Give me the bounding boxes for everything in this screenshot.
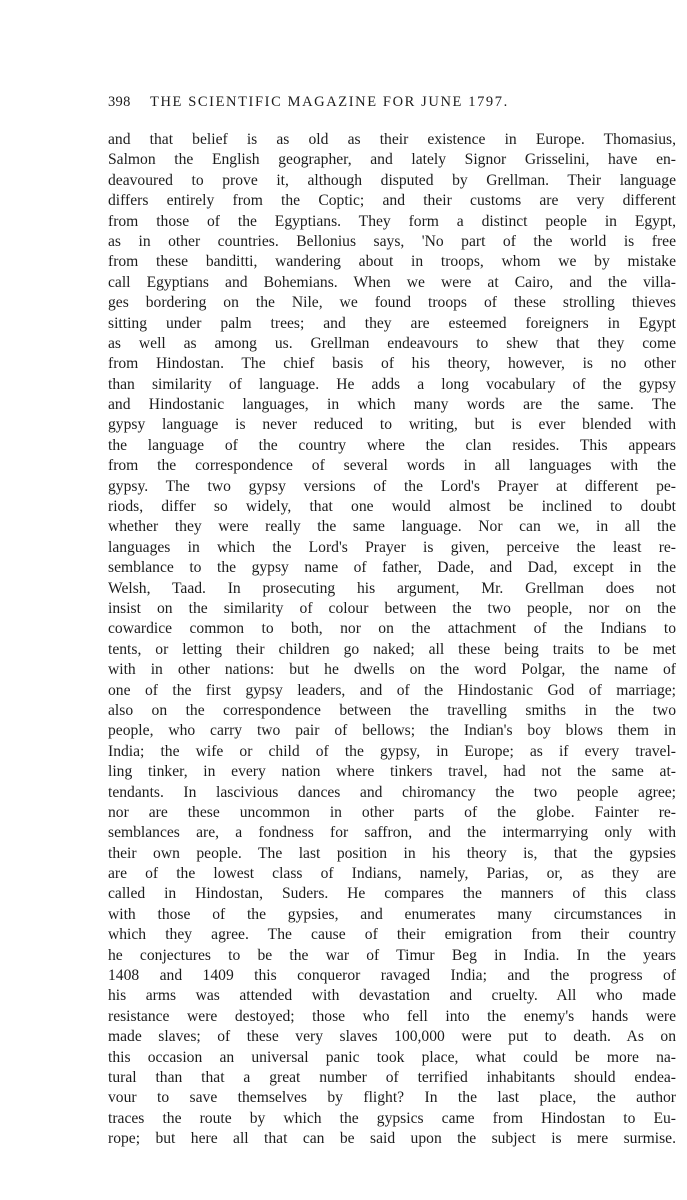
text-line: nor are these uncommon in other parts of the globe. Fainter re- <box>108 803 676 821</box>
text-line: and Hindostanic languages, in which many words are the same. The <box>108 396 676 414</box>
running-title: THE SCIENTIFIC MAGAZINE FOR JUNE 1797. <box>150 94 509 110</box>
text-line: 1408 and 1409 this conqueror ravaged India; and the progress of <box>108 967 676 985</box>
text-line: cowardice common to both, nor on the attachment of the Indians to <box>108 620 676 638</box>
text-line: this occasion an universal panic took place, what could be more na- <box>108 1048 676 1066</box>
text-line: their own people. The last position in his theory is, that the gypsies <box>108 844 676 862</box>
text-line: deavoured to prove it, although disputed by Grellman. Their language <box>108 171 676 189</box>
text-line: he conjectures to be the war of Timur Beg in India. In the years <box>108 946 676 964</box>
text-line: ges bordering on the Nile, we found troops of these strolling thieves <box>108 294 676 312</box>
text-line: called in Hindostan, Suders. He compares the manners of this class <box>108 885 676 903</box>
text-line: his arms was attended with devastation and cruelty. All who made <box>108 987 676 1005</box>
text-line: vour to save themselves by flight? In the last place, the author <box>108 1089 676 1107</box>
text-line: tural than that a great number of terrified inhabitants should endea- <box>108 1068 676 1086</box>
text-line: which they agree. The cause of their emigration from their country <box>108 926 676 944</box>
text-line: from these banditti, wandering about in troops, whom we by mistake <box>108 253 676 271</box>
text-line: from those of the Egyptians. They form a distinct people in Egypt, <box>108 212 676 230</box>
text-line: as in other countries. Bellonius says, 'No part of the world is free <box>108 232 676 250</box>
text-line: one of the first gypsy leaders, and of the Hindostanic God of marriage; <box>108 681 676 699</box>
text-line: gypsy. The two gypsy versions of the Lord's Prayer at different pe- <box>108 477 676 495</box>
text-line: whether they were really the same language. Nor can we, in all the <box>108 518 676 536</box>
text-line: sitting under palm trees; and they are esteemed foreigners in Egypt <box>108 314 676 332</box>
article-body <box>108 130 676 1150</box>
text-line: semblance to the gypsy name of father, Dade, and Dad, except in the <box>108 559 676 577</box>
text-line: from Hindostan. The chief basis of his theory, however, is no other <box>108 355 676 373</box>
text-line: riods, differ so widely, that one would almost be inclined to doubt <box>108 498 676 516</box>
text-line: India; the wife or child of the gypsy, in Europe; as if every travel- <box>108 742 676 760</box>
text-line: than similarity of language. He adds a long vocabulary of the gypsy <box>108 375 676 393</box>
text-line: also on the correspondence between the travelling smiths in the two <box>108 701 676 719</box>
text-line: tents, or letting their children go naked; all these being traits to be met <box>108 640 676 658</box>
text-line: made slaves; of these very slaves 100,000 were put to death. As on <box>108 1028 676 1046</box>
running-header <box>108 94 676 116</box>
text-line: semblances are, a fondness for saffron, and the intermarrying only with <box>108 824 676 842</box>
text-line: insist on the similarity of colour between the two people, nor on the <box>108 599 676 617</box>
text-line: and that belief is as old as their existence in Europe. Thomasius, <box>108 131 676 148</box>
text-line: from the correspondence of several words in all languages with the <box>108 457 676 475</box>
text-line: traces the route by which the gypsics came from Hindostan to Eu- <box>108 1109 676 1127</box>
text-line: gypsy language is never reduced to writing, but is ever blended with <box>108 416 676 434</box>
text-line: are of the lowest class of Indians, namely, Parias, or, as they are <box>108 865 676 883</box>
text-line: tendants. In lascivious dances and chiromancy the two people agree; <box>108 783 676 801</box>
text-line: differs entirely from the Coptic; and their customs are very different <box>108 192 676 210</box>
text-line: as well as among us. Grellman endeavours to shew that they come <box>108 334 676 352</box>
text-line: languages in which the Lord's Prayer is given, perceive the least re- <box>108 538 676 556</box>
text-line: Welsh, Taad. In prosecuting his argument, Mr. Grellman does not <box>108 579 676 597</box>
text-line: resistance were destoyed; those who fell into the enemy's hands were <box>108 1007 676 1025</box>
page-number: 398 <box>108 94 131 110</box>
text-line: call Egyptians and Bohemians. When we were at Cairo, and the villa- <box>108 273 676 291</box>
text-line: with those of the gypsies, and enumerates many circumstances in <box>108 905 676 923</box>
text-line: the language of the country where the clan resides. This appears <box>108 436 676 454</box>
text-line: rope; but here all that can be said upon the subject is mere surmise. <box>108 1130 676 1148</box>
text-line: with in other nations: but he dwells on the word Polgar, the name of <box>108 661 676 679</box>
text-line: ling tinker, in every nation where tinkers travel, had not the same at- <box>108 763 676 781</box>
text-line: Salmon the English geographer, and lately Signor Grisselini, have en- <box>108 151 676 169</box>
text-line: people, who carry two pair of bellows; the Indian's boy blows them in <box>108 722 676 740</box>
